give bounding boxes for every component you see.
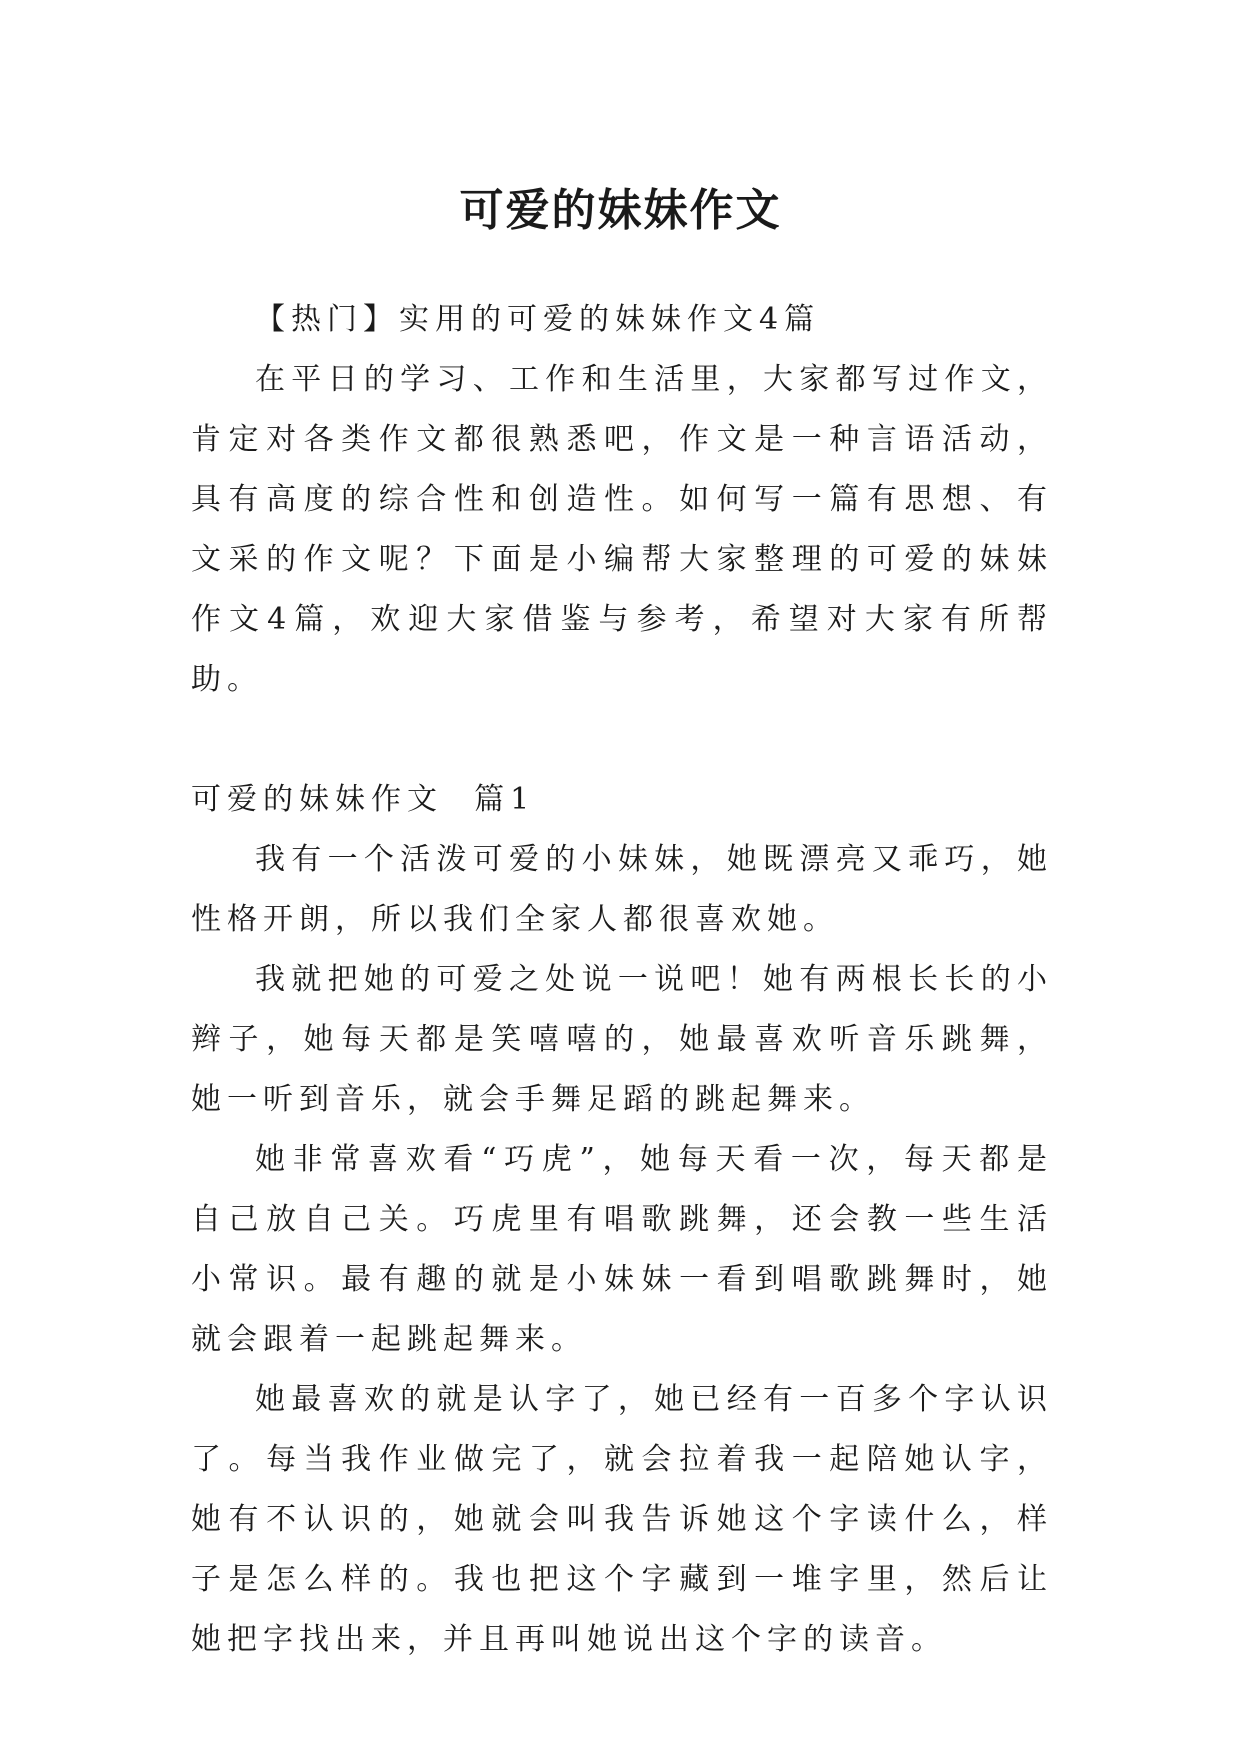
body-paragraph-4: 她最喜欢的就是认字了，她已经有一百多个字认识了。每当我作业做完了，就会拉着我一起陪她认字，她有不认识的，她就会叫我告诉她这个字读什么，样子是怎么样的。我也把这个字藏到一堆字里，然后让她把字找出来，并且再叫她说出这个字的读音。	[191, 1382, 1053, 1657]
section-heading: 可爱的妹妹作文 篇1	[191, 782, 536, 817]
body-paragraph-3: 她非常喜欢看“巧虎”，她每天看一次，每天都是自己放自己关。巧虎里有唱歌跳舞，还会教一些生活小常识。最有趣的就是小妹妹一看到唱歌跳舞时，她就会跟着一起跳起舞来。	[191, 1142, 1053, 1357]
body-paragraph-1: 我有一个活泼可爱的小妹妹，她既漂亮又乖巧，她性格开朗，所以我们全家人都很喜欢她。	[191, 842, 1053, 937]
document-title: 可爱的妹妹作文	[459, 185, 782, 237]
document-body	[191, 290, 1053, 1670]
section-spacer	[191, 710, 1053, 770]
intro-paragraph: 在平日的学习、工作和生活里，大家都写过作文，肯定对各类作文都很熟悉吧，作文是一种言语活动，具有高度的综合性和创造性。如何写一篇有思想、有文采的作文呢？下面是小编帮大家整理的可爱的妹妹作文4篇，欢迎大家借鉴与参考，希望对大家有所帮助。	[191, 362, 1053, 697]
body-paragraph-2: 我就把她的可爱之处说一说吧！她有两根长长的小辫子，她每天都是笑嘻嘻的，她最喜欢听音乐跳舞，她一听到音乐，就会手舞足蹈的跳起舞来。	[191, 962, 1053, 1117]
subtitle-line: 【热门】实用的可爱的妹妹作文4篇	[255, 302, 821, 337]
